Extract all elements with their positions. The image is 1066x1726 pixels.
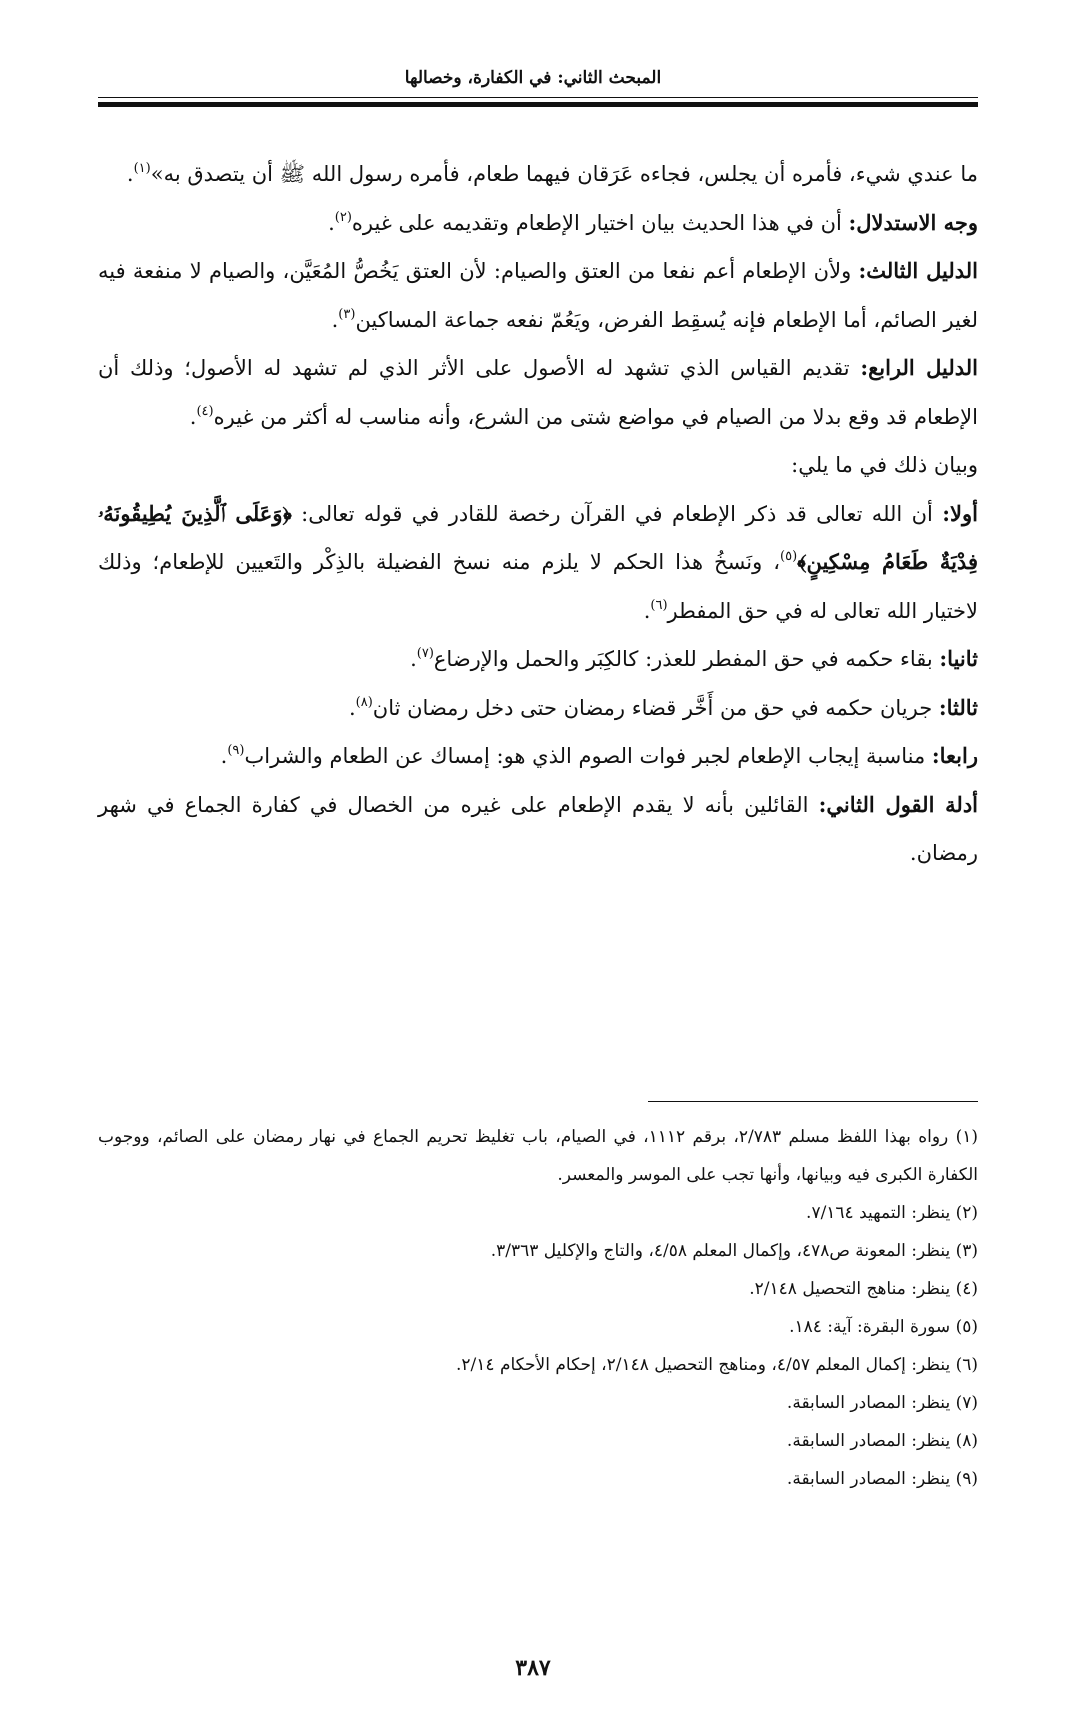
paragraph-end: . — [410, 647, 417, 671]
footnote-ref: (٥) — [780, 549, 798, 564]
paragraph-label: الدليل الثالث: — [858, 258, 978, 283]
footnote-ref: (٦) — [650, 597, 668, 613]
paragraph-text: ما عندي شيء، فأمره أن يجلس، فجاءه عَرَقان فيهما طعام، فأمره رسول الله ﷺ أن يتصدق به» — [150, 162, 978, 186]
footnote-item: (١) رواه بهذا اللفظ مسلم ٢/٧٨٣، برقم ١١١٢، في الصيام، باب تغليظ تحريم الجماع في نهار رمضان على الصائم، ووجوب الكفارة الكبرى فيه وبيانها، وأنها تجب على الموسر والمعسر. — [98, 1127, 978, 1185]
header-rule-thin — [98, 97, 978, 98]
paragraph-label: وجه الاستدلال: — [848, 209, 978, 235]
header-rule-thick — [98, 102, 978, 107]
footnote-item: (٧) ينظر: المصادر السابقة. — [786, 1393, 978, 1413]
paragraph-text: بقاء حكمه في حق المفطر للعذر: كالكِبَر والحمل والإرضاع — [433, 647, 940, 671]
footnote-ref: (٧) — [416, 646, 434, 661]
paragraph-end: . — [328, 210, 335, 235]
footnote-item: (٥) سورة البقرة: آية: ١٨٤. — [789, 1317, 978, 1337]
footnote-item: (٤) ينظر: مناهج التحصيل ٢/١٤٨. — [749, 1279, 978, 1299]
paragraph-text: تقديم القياس الذي تشهد له الأصول على الأثر الذي لم تشهد له الأصول؛ وذلك أن الإطعام قد وقع بدلا من الصيام في مواضع شتى من الشرع، وأنه مناسب له أكثر من غيره — [98, 356, 978, 429]
footnote-ref: (٢) — [334, 209, 352, 225]
paragraph-label: ثانيا: — [939, 646, 978, 671]
footnote-item: (٣) ينظر: المعونة ص٤٧٨، وإكمال المعلم ٤/٥٨، والتاج والإكليل ٣/٣٦٣. — [490, 1241, 978, 1261]
paragraph-text: مناسبة إيجاب الإطعام لجبر فوات الصوم الذي هو: إمساك عن الطعام والشراب — [244, 744, 932, 768]
paragraph-hadith-end — [98, 150, 978, 199]
paragraph-text: ولأن الإطعام أعم نفعا من العتق والصيام: لأن العتق يَخُصُّ المُعَيَّن، والصيام لا منفعة فيه لغير الصائم، أما الإطعام فإنه يُسقِط الفرض، ويَعُمّ نفعه جماعة المساكين — [98, 259, 978, 332]
footnote-ref: (١) — [133, 161, 151, 176]
paragraph-label: ثالثا: — [938, 694, 978, 720]
footnote-ref: (٨) — [355, 694, 373, 710]
paragraph-end: . — [331, 307, 339, 332]
paragraph-text: جريان حكمه في حق من أَخَّر قضاء رمضان حتى دخل رمضان ثان — [372, 695, 939, 720]
running-header: المبحث الثاني: في الكفارة، وخصالها — [404, 68, 662, 88]
paragraph-end: . — [643, 598, 651, 623]
paragraph-second-point — [98, 635, 978, 684]
paragraph-third-point — [98, 684, 978, 733]
footnote-ref: (٤) — [196, 403, 214, 419]
page-number: ٣٨٧ — [515, 1655, 551, 1681]
footnotes — [98, 1118, 978, 1498]
paragraph-label: أدلة القول الثاني: — [818, 791, 979, 817]
paragraph-end: . — [189, 404, 197, 429]
paragraph-fourth-evidence — [98, 344, 978, 441]
paragraph-label: الدليل الرابع: — [860, 355, 978, 380]
paragraph-text: أن في هذا الحديث بيان اختيار الإطعام وتقديمه على غيره — [351, 210, 849, 235]
paragraph-label: أولا: — [942, 500, 978, 526]
main-text — [98, 150, 978, 878]
footnote-item: (٦) ينظر: إكمال المعلم ٤/٥٧، ومناهج التحصيل ٢/١٤٨، إحكام الأحكام ٢/١٤. — [456, 1355, 978, 1375]
footnote-separator — [648, 1101, 978, 1102]
paragraph-explanation-intro: وبيان ذلك في ما يلي: — [791, 453, 978, 477]
paragraph-fourth-point — [98, 732, 978, 781]
paragraph-text: القائلين بأنه لا يقدم الإطعام على غيره من الخصال في كفارة الجماع في شهر رمضان. — [98, 792, 978, 865]
footnote-item: (٨) ينظر: المصادر السابقة. — [786, 1431, 978, 1451]
paragraph-end: . — [126, 162, 134, 186]
paragraph-inference — [98, 199, 978, 248]
paragraph-label: رابعا: — [931, 743, 978, 768]
paragraph-text-continued: ، ونَسخُ هذا الحكم لا يلزم منه نسخ الفضيلة بالذِكْر والتَعيين للإطعام؛ وذلك لاختيار الله تعالى له في حق المفطر — [98, 550, 978, 623]
paragraph-first-point — [98, 490, 978, 636]
paragraph-end: . — [220, 744, 228, 768]
quran-verse: ﴿وَعَلَى ٱلَّذِينَ يُطِيقُونَهُۥ فِدْيَةٌ طَعَامُ مِسْكِينٍ﴾ — [98, 500, 978, 574]
paragraph-text: أن الله تعالى قد ذكر الإطعام في القرآن رخصة للقادر في قوله تعالى: — [291, 501, 943, 526]
paragraph-third-evidence — [98, 247, 978, 344]
footnote-ref: (٩) — [227, 743, 245, 758]
footnote-item: (٢) ينظر: التمهيد ٧/١٦٤. — [806, 1203, 978, 1223]
paragraph-second-opinion — [98, 781, 978, 878]
paragraph-end: . — [348, 695, 356, 720]
footnote-item: (٩) ينظر: المصادر السابقة. — [786, 1469, 978, 1489]
footnote-ref: (٣) — [338, 306, 356, 322]
